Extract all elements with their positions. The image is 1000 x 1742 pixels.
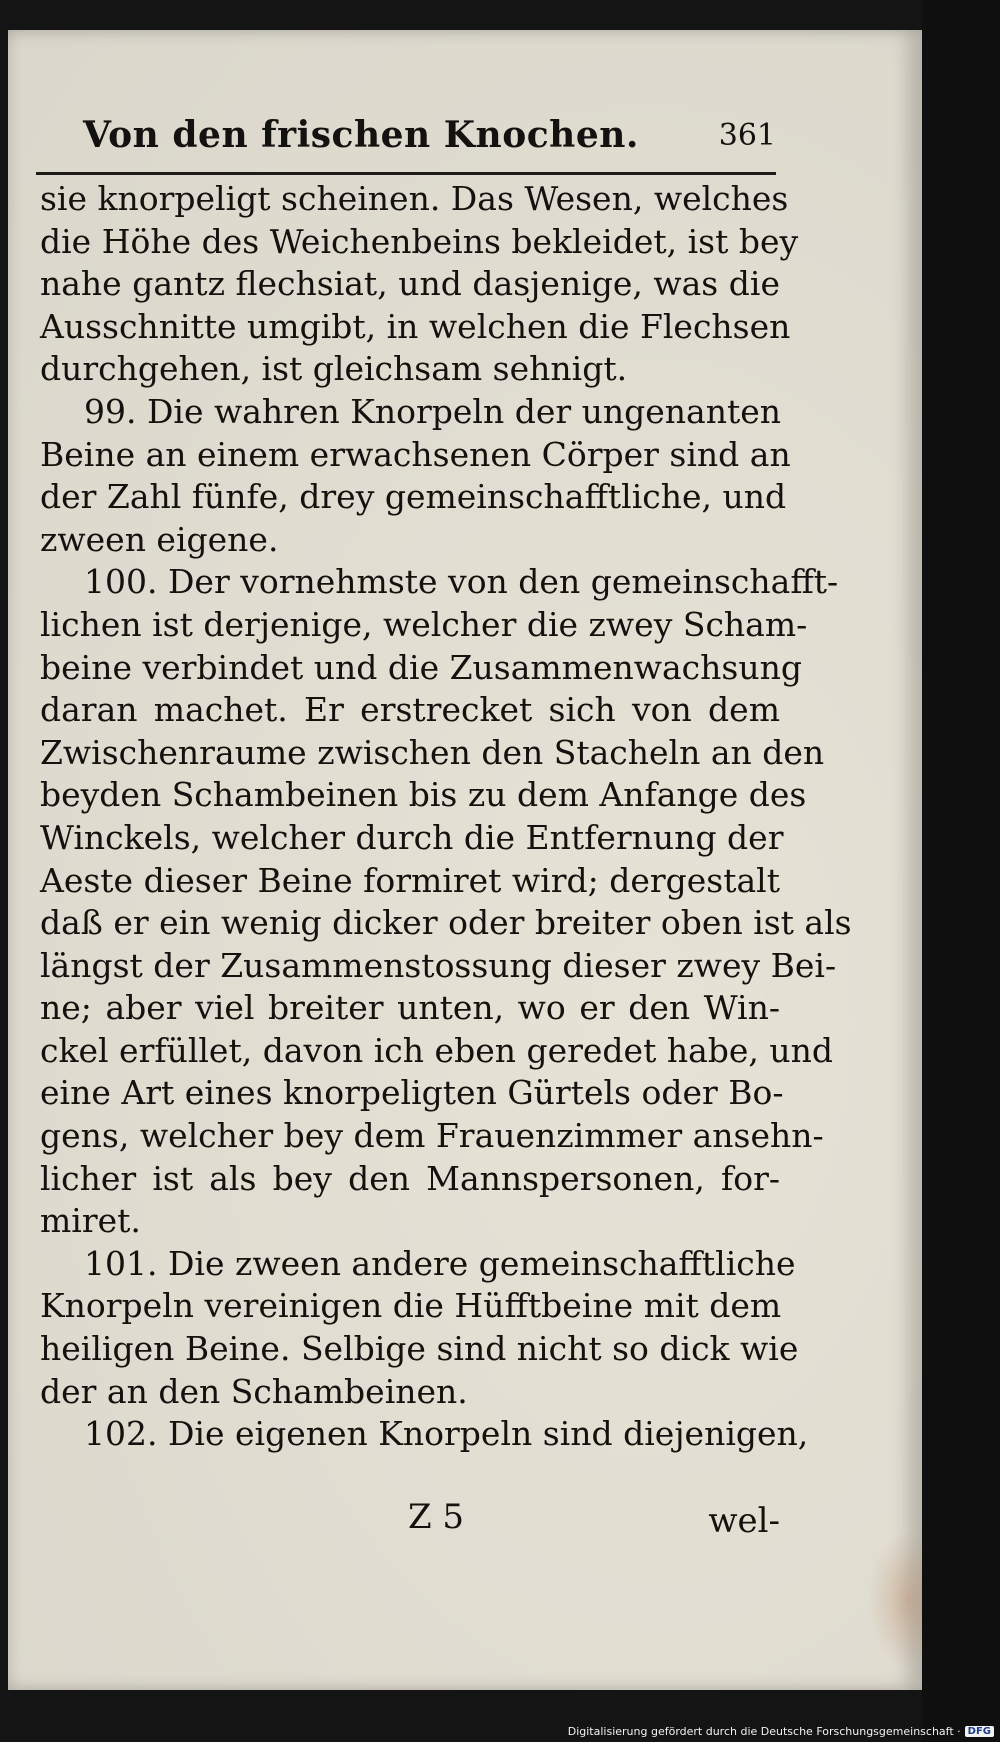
- text-line: eine Art eines knorpeligten Gürtels oder Bo-: [40, 1073, 784, 1113]
- text-line: sie knorpeligt scheinen. Das Wesen, welches: [40, 179, 789, 218]
- text-line: Beine an einem erwachsenen Cörper sind an: [40, 434, 791, 474]
- text-line: die Höhe des Weichenbeins bekleidet, ist bey: [40, 221, 799, 261]
- text-line: heiligen Beine. Selbige sind nicht so dick wie: [40, 1329, 799, 1369]
- page-header: [36, 108, 776, 164]
- text-line: Winckels, welcher durch die Entfernung der: [40, 817, 784, 857]
- catchword: wel-: [708, 1501, 780, 1541]
- text-line: gens, welcher bey dem Frauenzimmer ansehn-: [40, 1116, 824, 1156]
- header-rule: [36, 172, 776, 175]
- paragraph-102-start: 102. Die eigenen Knorpeln sind diejenigen,: [84, 1414, 809, 1454]
- text-line: daran machet. Er erstrecket sich von dem: [40, 690, 780, 730]
- text-line: daß er ein wenig dicker oder breiter oben ist als: [40, 903, 852, 943]
- text-line: Zwischenraume zwischen den Stacheln an den: [40, 732, 825, 772]
- paragraph-101-start: 101. Die zween andere gemeinschafftliche: [84, 1243, 796, 1283]
- text-line: der Zahl fünfe, drey gemeinschafftliche, und: [40, 477, 787, 517]
- page-number: 361: [718, 118, 776, 153]
- text-line: Aeste dieser Beine formiret wird; dergestalt: [40, 860, 780, 900]
- text-line: längst der Zusammenstossung dieser zwey Bei-: [40, 945, 837, 985]
- text-line: durchgehen, ist gleichsam sehnigt.: [40, 349, 628, 389]
- digitization-credit: [568, 1725, 994, 1738]
- page-footer: [40, 1497, 780, 1545]
- paragraph-100-start: 100. Der vornehmste von den gemeinschafft-: [84, 562, 839, 602]
- text-line: lichen ist derjenige, welcher die zwey Scham-: [40, 604, 808, 644]
- scan-edge: [922, 0, 1000, 1742]
- text-line: ne; aber viel breiter unten, wo er den Win-: [40, 988, 780, 1028]
- text-line: beyden Schambeinen bis zu dem Anfange des: [40, 775, 807, 815]
- text-line: der an den Schambeinen.: [40, 1371, 468, 1411]
- text-line: Knorpeln vereinigen die Hüfftbeine mit dem: [40, 1286, 782, 1326]
- dfg-logo-icon: DFG: [965, 1726, 994, 1737]
- text-line: ckel erfüllet, davon ich eben geredet habe, und: [40, 1030, 834, 1070]
- text-line: beine verbindet und die Zusammenwachsung: [40, 647, 802, 687]
- running-title: Von den frischen Knochen.: [83, 114, 639, 156]
- text-line: miret.: [40, 1201, 141, 1241]
- text-line: zween eigene.: [40, 519, 279, 559]
- body-text: [40, 178, 852, 1456]
- paragraph-99-start: 99. Die wahren Knorpeln der ungenanten: [84, 391, 782, 431]
- text-line: nahe gantz flechsiat, und dasjenige, was die: [40, 264, 780, 304]
- signature-mark: Z 5: [408, 1497, 465, 1537]
- text-line: Ausschnitte umgibt, in welchen die Flechsen: [40, 306, 791, 346]
- text-line: licher ist als bey den Mannspersonen, for-: [40, 1158, 780, 1198]
- credit-text: Digitalisierung gefördert durch die Deutsche Forschungsgemeinschaft ·: [567, 1725, 961, 1738]
